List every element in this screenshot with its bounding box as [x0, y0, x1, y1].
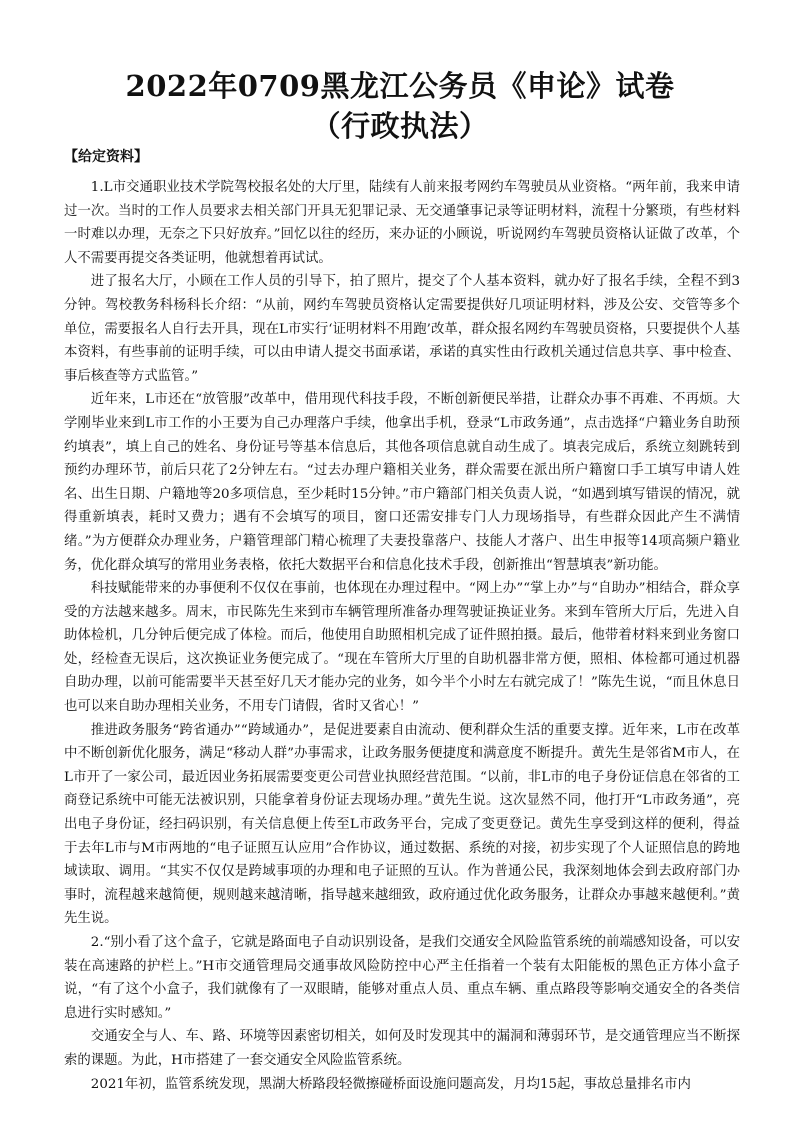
section-heading: 【给定资料】	[64, 149, 148, 165]
paragraph: 推进政务服务“跨省通办”“跨域通办”，是促进要素自由流动、便利群众生活的重要支撑。近年来，L市在改革中不断创新优化服务，满足“移动人群”办事需求，让政务服务便捷度和满意度不断提升。黄先生是邻省M市人，在L市开了一家公司，最近因业务拓展需要变更公司营业执照经营范围。“以前，非L市的电子身份证信息在邻省的工商登记系统中可能无法被识别，只能拿着身份证去现场办理。”黄先生说。这次显然不同，他打开“L市政务通”，亮出电子身份证，经扫码识别，有关信息便上传至L市政务平台，完成了变更登记。黄先生享受到这样的便利，得益于去年L市与M市两地的“电子证照互认应用”合作协议，通过数据、系统的对接，初步实现了个人证照信息的跨地域读取、调用。“其实不仅仅是跨域事项的办理和电子证照的互认。作为普通公民，我深刻地体会到去政府部门办事时，流程越来越简便，规则越来越清晰，指导越来越细致，政府通过优化政务服务，让群众办事越来越便利。”黄先生说。	[64, 722, 740, 927]
paragraph: 近年来，L市还在“放管服”改革中，借用现代科技手段，不断创新便民举措，让群众办事不再难、不再烦。大学刚毕业来到L市工作的小王要为自己办理落户手续，他拿出手机，登录“L市政务通”，点击选择“户籍业务自助预约填表”，填上自己的姓名、身份证号等基本信息后，其他各项信息就自动生成了。填表完成后，系统立刻跳转到预约办理环节，前后只花了2分钟左右。“过去办理户籍相关业务，群众需要在派出所户籍窗口手工填写申请人姓名、出生日期、户籍地等20多项信息，至少耗时15分钟。”市户籍部门相关负责人说，“如遇到填写错误的情况，就得重新填表，耗时又费力；遇有不会填写的项目，窗口还需安排专门人力现场指导，有些群众因此产生不满情绪。”为方便群众办理业务，户籍管理部门精心梳理了夫妻投靠落户、技能人才落户、出生申报等14项高频户籍业务，优化群众填写的常用业务表格，依托大数据平台和信息化技术手段，创新推出“智慧填表”新功能。	[64, 392, 740, 573]
paragraph: 科技赋能带来的办事便利不仅仅在事前，也体现在办理过程中。“网上办”“掌上办”与“自助办”相结合，群众享受的方法越来越多。周末，市民陈先生来到市车辆管理所准备办理驾驶证换证业务。来到车管所大厅后，先进入自助体检机，几分钟后便完成了体检。而后，他使用自助照相机完成了证件照拍摄。最后，他带着材料来到业务窗口处，经检查无误后，这次换证业务便完成了。“现在车管所大厅里的自助机器非常方便，照相、体检都可通过机器自助办理，以前可能需要半天甚至好几天才能办完的业务，如今半个小时左右就完成了！”陈先生说，“而且休息日也可以来自助办理相关业务，不用专门请假，省时又省心！”	[64, 581, 740, 715]
page-title: 2022年0709黑龙江公务员《申论》试卷	[125, 69, 675, 103]
paragraph: 进了报名大厅，小顾在工作人员的引导下，拍了照片，提交了个人基本资料，就办好了报名手续，全程不到3分钟。驾校教务科杨科长介绍：“从前，网约车驾驶员资格认定需要提供好几项证明材料，涉及公安、交管等多个单位，需要报名人自行去开具，现在L市实行‘证明材料不用跑’改革，群众报名网约车驾驶员资格，只要提供个人基本资料，有些事前的证明手续，可以由申请人提交书面承诺，承诺的真实性由行政机关通过信息共享、事中检查、事后核查等方式监管。”	[64, 274, 740, 384]
paragraph: 2021年初，监管系统发现，黑湖大桥路段轻微擦碰桥面设施问题高发，月均15起，事故总量排名市内	[90, 1076, 691, 1092]
paragraph: 2.“别小看了这个盒子，它就是路面电子自动识别设备，是我们交通安全风险监管系统的前端感知设备，可以安装在高速路的护栏上。”H市交通管理局交通事故风险防控中心严主任指着一个装有太阳能板的黑色正方体小盒子说，“有了这个小盒子，我们就像有了一双眼睛，能够对重点人员、重点车辆、重点路段等影响交通安全的各类信息进行实时感知。”	[64, 935, 740, 1021]
paragraph: 交通安全与人、车、路、环境等因素密切相关，如何及时发现其中的漏洞和薄弱环节，是交通管理应当不断探索的课题。为此，H市搭建了一套交通安全风险监管系统。	[64, 1029, 740, 1068]
page-subtitle: （行政执法）	[311, 109, 489, 143]
document-body	[64, 176, 740, 1096]
paragraph: 1.L市交通职业技术学院驾校报名处的大厅里，陆续有人前来报考网约车驾驶员从业资格。“两年前，我来申请过一次。当时的工作人员要求去相关部门开具无犯罪记录、无交通肇事记录等证明材料，流程十分繁琐，有些材料一时难以办理，无奈之下只好放弃。”回忆以往的经历，来办证的小顾说，听说网约车驾驶员资格认证做了改革，个人不需要再提交各类证明，他就想着再试试。	[64, 180, 740, 266]
